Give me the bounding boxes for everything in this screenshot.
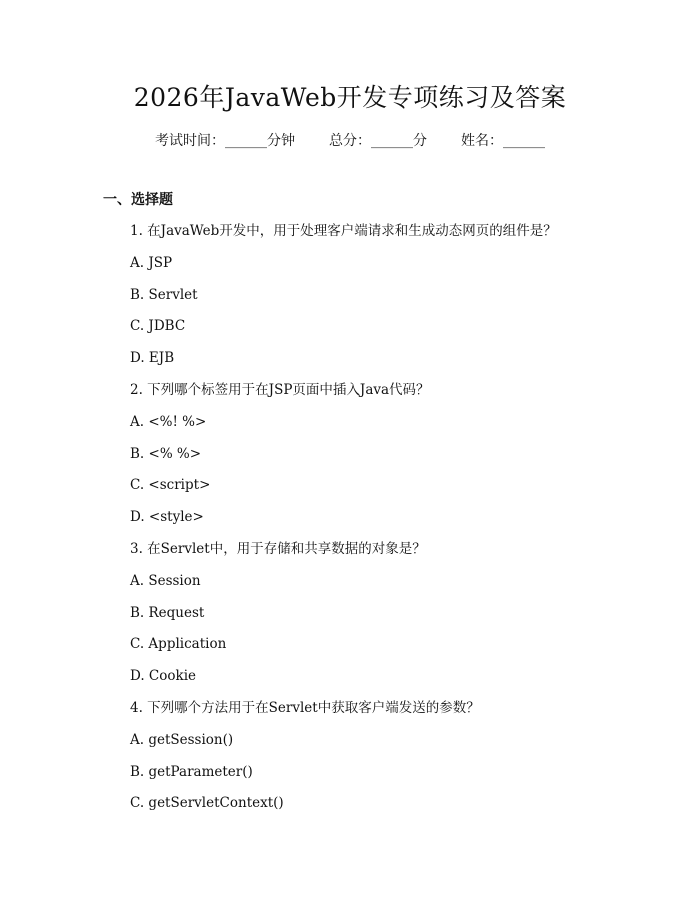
option-c: C. <script> xyxy=(130,477,211,494)
total-score-field: 总分：______分 xyxy=(329,133,427,149)
option-a: A. Session xyxy=(130,572,201,589)
exam-time-field: 考试时间：______分钟 xyxy=(155,133,295,149)
option-c: C. Application xyxy=(130,636,227,653)
option-d: D. <style> xyxy=(130,509,204,526)
section-title: 一、选择题 xyxy=(103,192,173,208)
question-stem: 2. 下列哪个标签用于在JSP页面中插入Java代码？ xyxy=(130,381,430,398)
question-stem: 1. 在JavaWeb开发中，用于处理客户端请求和生成动态网页的组件是？ xyxy=(130,223,557,239)
question-stem: 3. 在Servlet中，用于存储和共享数据的对象是？ xyxy=(130,540,426,557)
option-d: D. EJB xyxy=(130,350,175,367)
name-field: 姓名：______ xyxy=(461,133,545,149)
option-b: B. <% %> xyxy=(130,445,202,462)
option-b: B. Request xyxy=(130,604,205,621)
question-4 xyxy=(130,697,610,824)
question-3 xyxy=(130,538,610,697)
option-b: B. Servlet xyxy=(130,286,198,303)
option-a: A. JSP xyxy=(130,254,173,271)
option-b: B. getParameter() xyxy=(130,763,253,780)
question-list xyxy=(130,220,610,824)
option-a: A. getSession() xyxy=(130,731,234,748)
question-stem: 4. 下列哪个方法用于在Servlet中获取客户端发送的参数？ xyxy=(130,699,480,716)
option-a: A. <%! %> xyxy=(130,413,207,430)
option-c: C. JDBC xyxy=(130,318,186,335)
question-2 xyxy=(130,379,610,538)
option-d: D. Cookie xyxy=(130,668,196,685)
option-c: C. getServletContext() xyxy=(130,795,284,812)
question-1 xyxy=(130,220,610,379)
page-title: 2026年JavaWeb开发专项练习及答案 xyxy=(133,83,567,112)
exam-info xyxy=(0,130,700,152)
